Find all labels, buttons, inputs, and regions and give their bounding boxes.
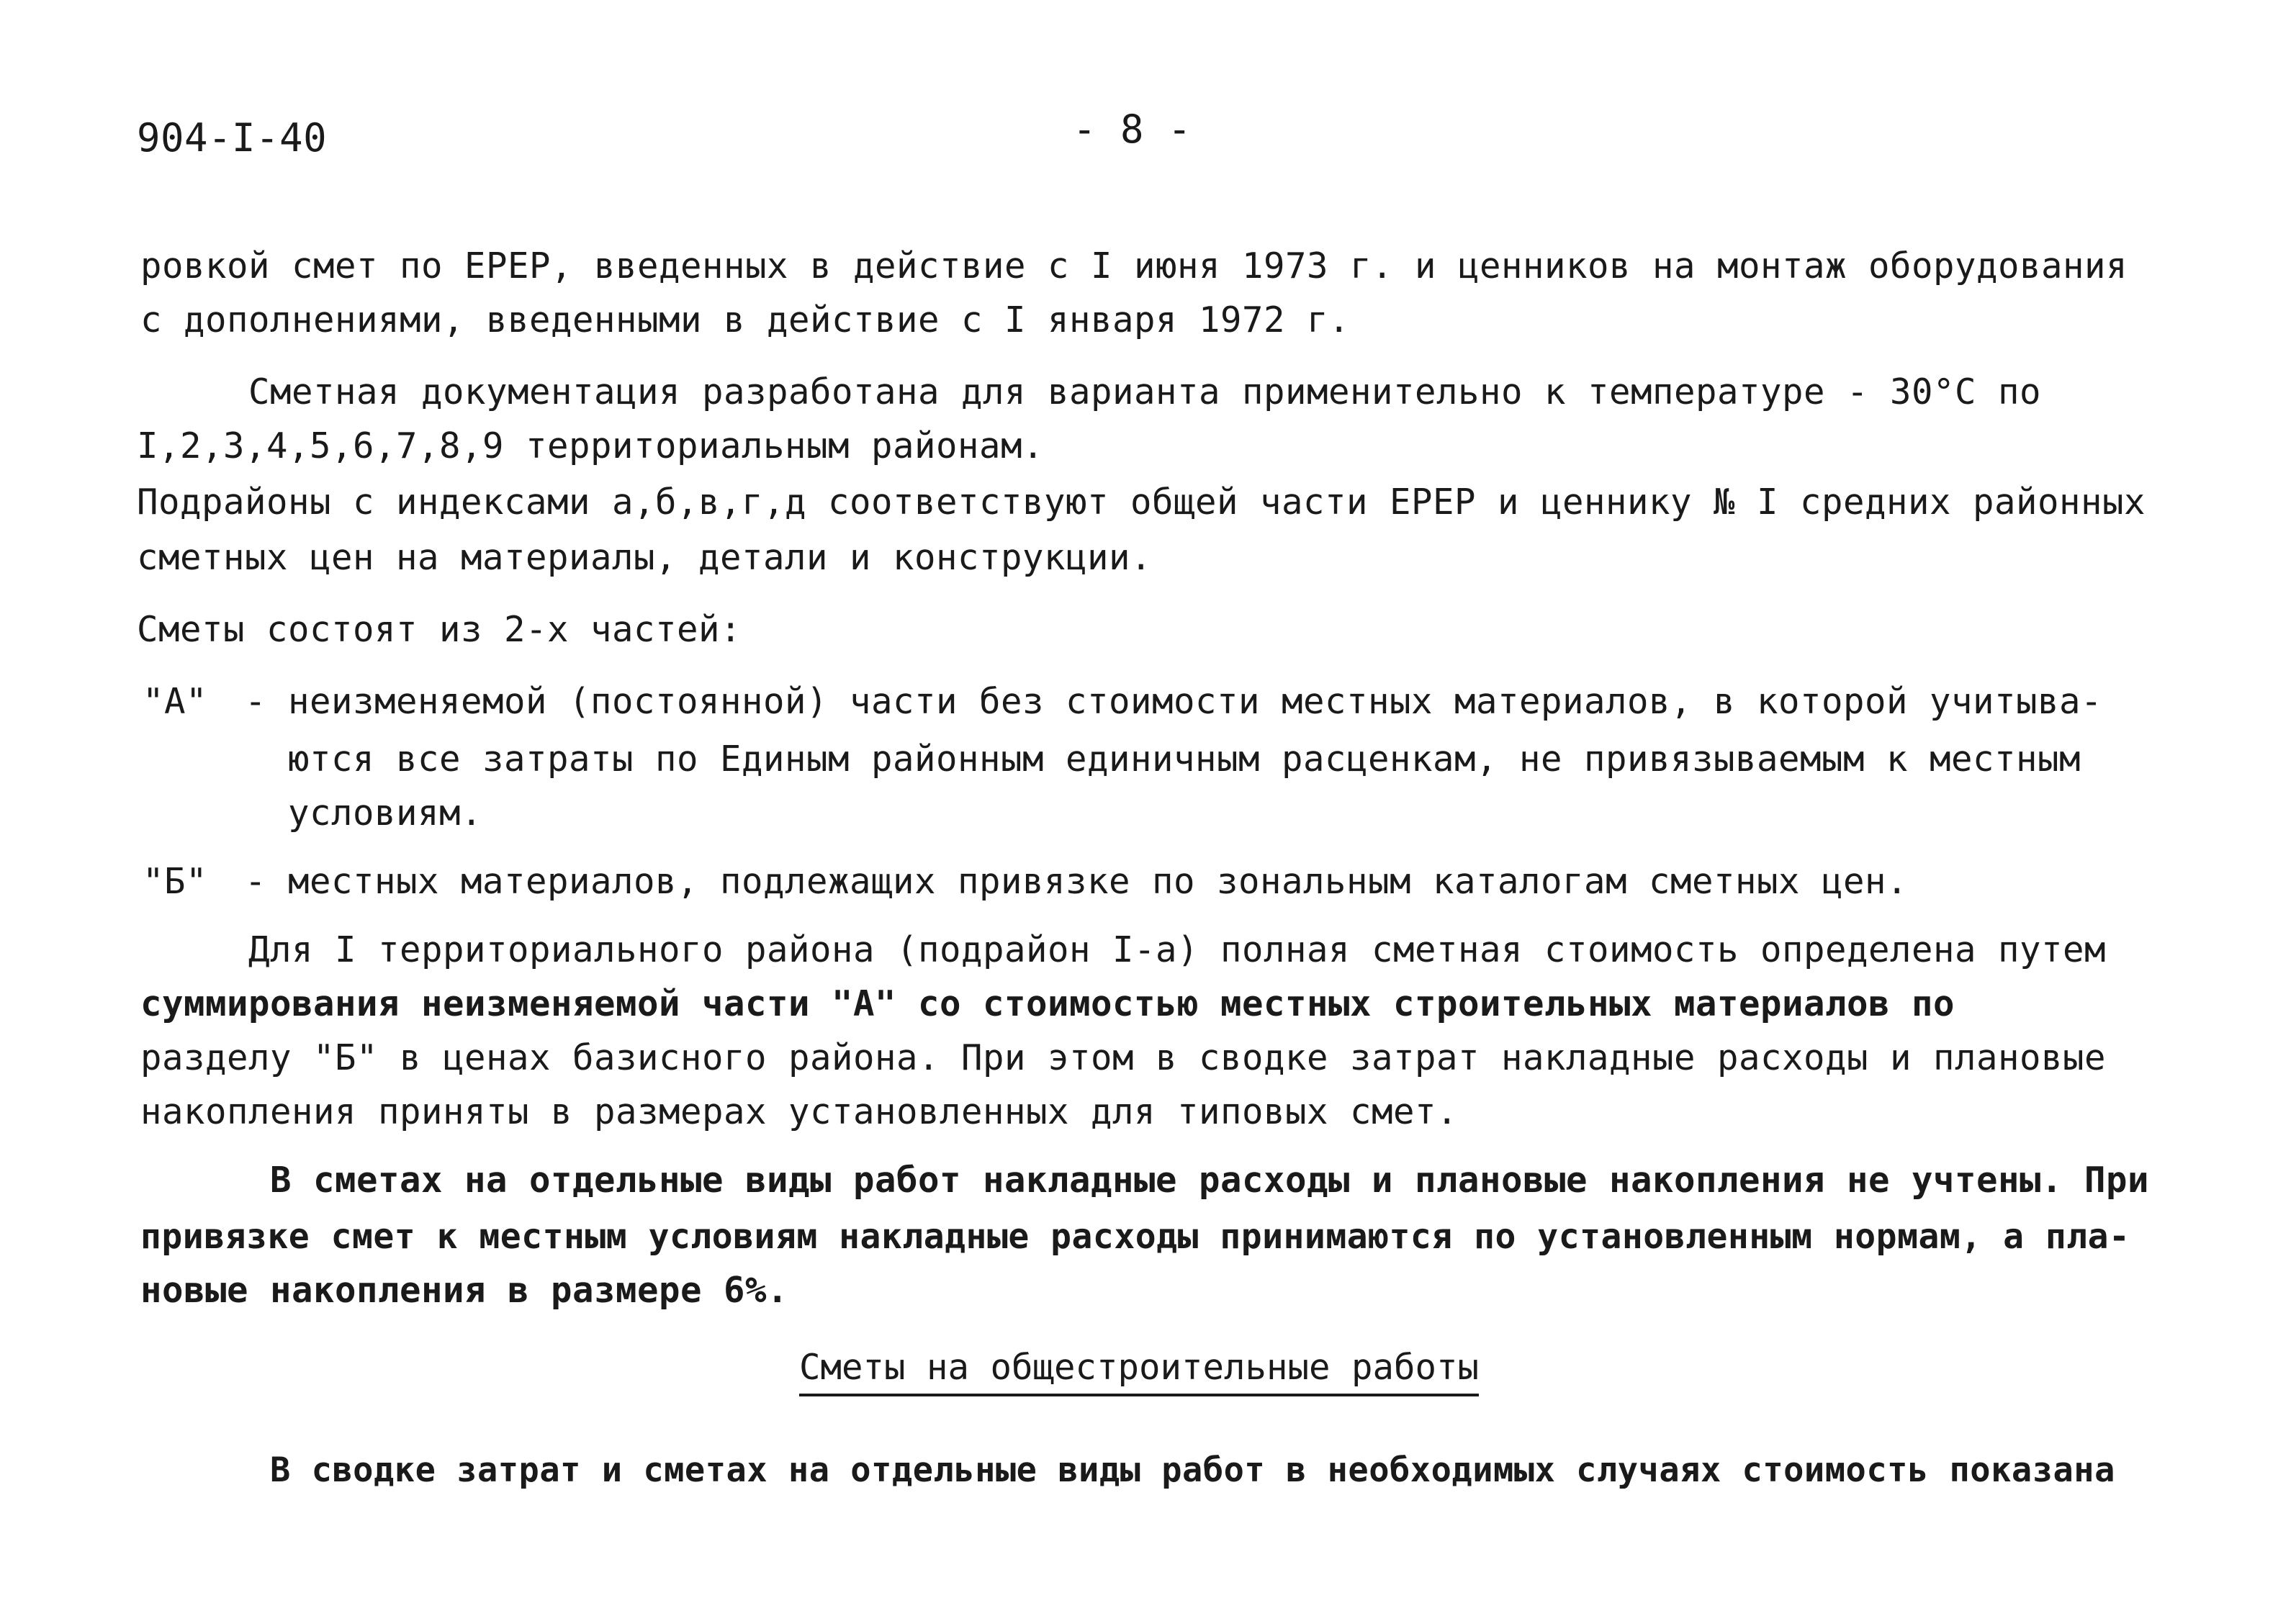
estimate-line-4: сметных цен на материалы, детали и конструкции. [137,537,1153,578]
page-number: - 8 - [1073,107,1192,152]
region-line-4: накопления приняты в размерах установленных для типовых смет. [140,1091,1459,1132]
overhead-line-3: новые накопления в размере 6%. [140,1270,789,1311]
region-line-3: разделу "Б" в ценах базисного района. При этом в сводке затрат накладные расходы и плановые [140,1037,2107,1078]
section-heading-wrap [799,1346,1479,1396]
region-line-2: суммирования неизменяемой части "А" со стоимостью местных строительных материалов по [140,983,1955,1024]
part-b-label: "Б" [143,861,208,902]
part-a-line-2: ются все затраты по Единым районным единичным расценкам, не привязываемым к местным [288,739,2081,780]
part-a-label: "А" [143,681,208,722]
part-a-line-3: условиям. [288,793,483,834]
parts-intro: Сметы состоят из 2-х частей: [137,609,742,650]
estimate-line-1: Сметная документация разработана для варианта применительно к температуре - 30°С по [248,371,2042,412]
part-b-line-1: - местных материалов, подлежащих привязке по зональным каталогам сметных цен. [245,861,1909,902]
section-heading: Сметы на общестроительные работы [799,1346,1479,1396]
overhead-line-1: В сметах на отдельные виды работ накладные расходы и плановые накопления не учтены. При [270,1160,2150,1201]
summary-line-1: В сводке затрат и сметах на отдельные виды работ в необходимых случаях стоимость показана [270,1450,2115,1490]
estimate-line-3: Подрайоны с индексами а,б,в,г,д соответствуют общей части ЕРЕР и ценнику № I средних районных [137,482,2146,523]
region-line-1: Для I территориального района (подрайон I-а) полная сметная стоимость определена путем [248,929,2107,970]
intro-line-1: ровкой смет по ЕРЕР, введенных в действие с I июня 1973 г. и ценников на монтаж оборудования [140,245,2128,286]
document-code: 904-I-40 [137,115,328,161]
estimate-line-2: I,2,3,4,5,6,7,8,9 территориальным районам. [137,425,1045,466]
part-a-line-1: - неизменяемой (постоянной) части без стоимости местных материалов, в которой учитыва- [245,681,2103,722]
intro-line-2: с дополнениями, введенными в действие с I января 1972 г. [140,299,1351,340]
overhead-line-2: привязке смет к местным условиям накладные расходы принимаются по установленным нормам, а пла- [140,1216,2130,1257]
